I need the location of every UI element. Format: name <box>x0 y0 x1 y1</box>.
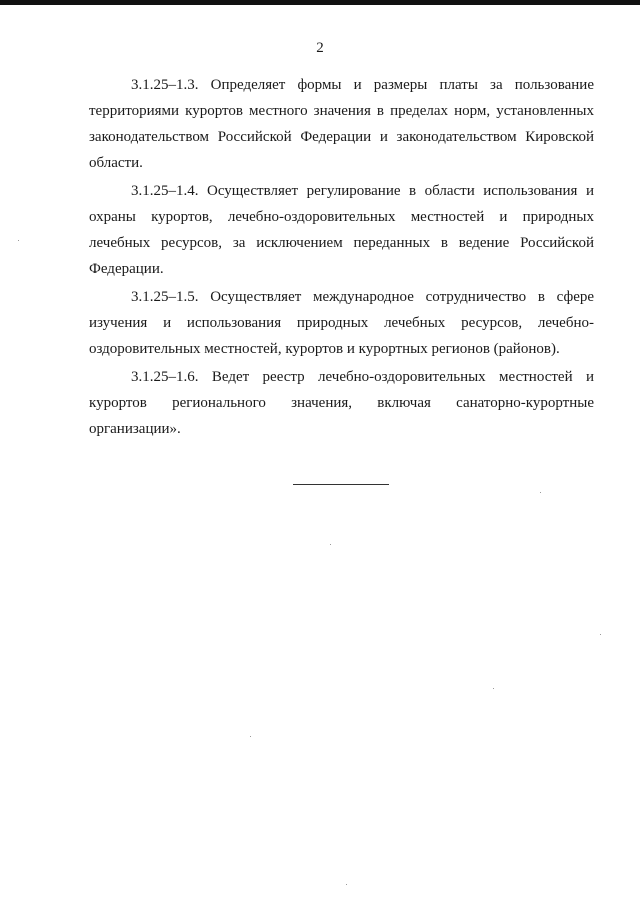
clause-text: Ведет реестр лечебно-оздоровительных местностей и курортов регионального значения, включая санаторно-курортные организации». <box>89 369 594 437</box>
clause-text: Осуществляет регулирование в области использования и охраны курортов, лечебно-оздоровительных местностей и природных лечебных ресурсов, за исключением переданных в ведение Российской Федерации. <box>89 183 594 277</box>
scan-top-edge <box>0 0 640 5</box>
clause-number: 3.1.25–1.6. <box>131 369 199 385</box>
scan-speck <box>600 634 601 635</box>
scan-speck <box>493 688 494 689</box>
clause-number: 3.1.25–1.5. <box>131 289 199 305</box>
clause-text: Осуществляет международное сотрудничество в сфере изучения и использования природных лечебных ресурсов, лечебно-оздоровительных местностей, курортов и курортных регионов (районов). <box>89 289 595 357</box>
clause-number: 3.1.25–1.3. <box>131 77 199 93</box>
scan-speck <box>540 492 541 493</box>
scan-speck <box>330 544 331 545</box>
paragraph-3-1-25-1-6 <box>89 364 594 442</box>
scan-speck <box>18 240 19 241</box>
scan-speck <box>250 736 251 737</box>
paragraph-3-1-25-1-5 <box>89 284 594 362</box>
scan-speck <box>346 884 347 885</box>
clause-text: Определяет формы и размеры платы за пользование территориями курортов местного значения в пределах норм, установленных законодательством Российской Федерации и законодательством Кировской области. <box>89 77 594 171</box>
page-number: 2 <box>316 40 324 56</box>
document-body <box>89 72 594 444</box>
paragraph-3-1-25-1-3 <box>89 72 594 176</box>
end-separator-line <box>293 484 389 485</box>
clause-number: 3.1.25–1.4. <box>131 183 199 199</box>
paragraph-3-1-25-1-4 <box>89 178 594 282</box>
